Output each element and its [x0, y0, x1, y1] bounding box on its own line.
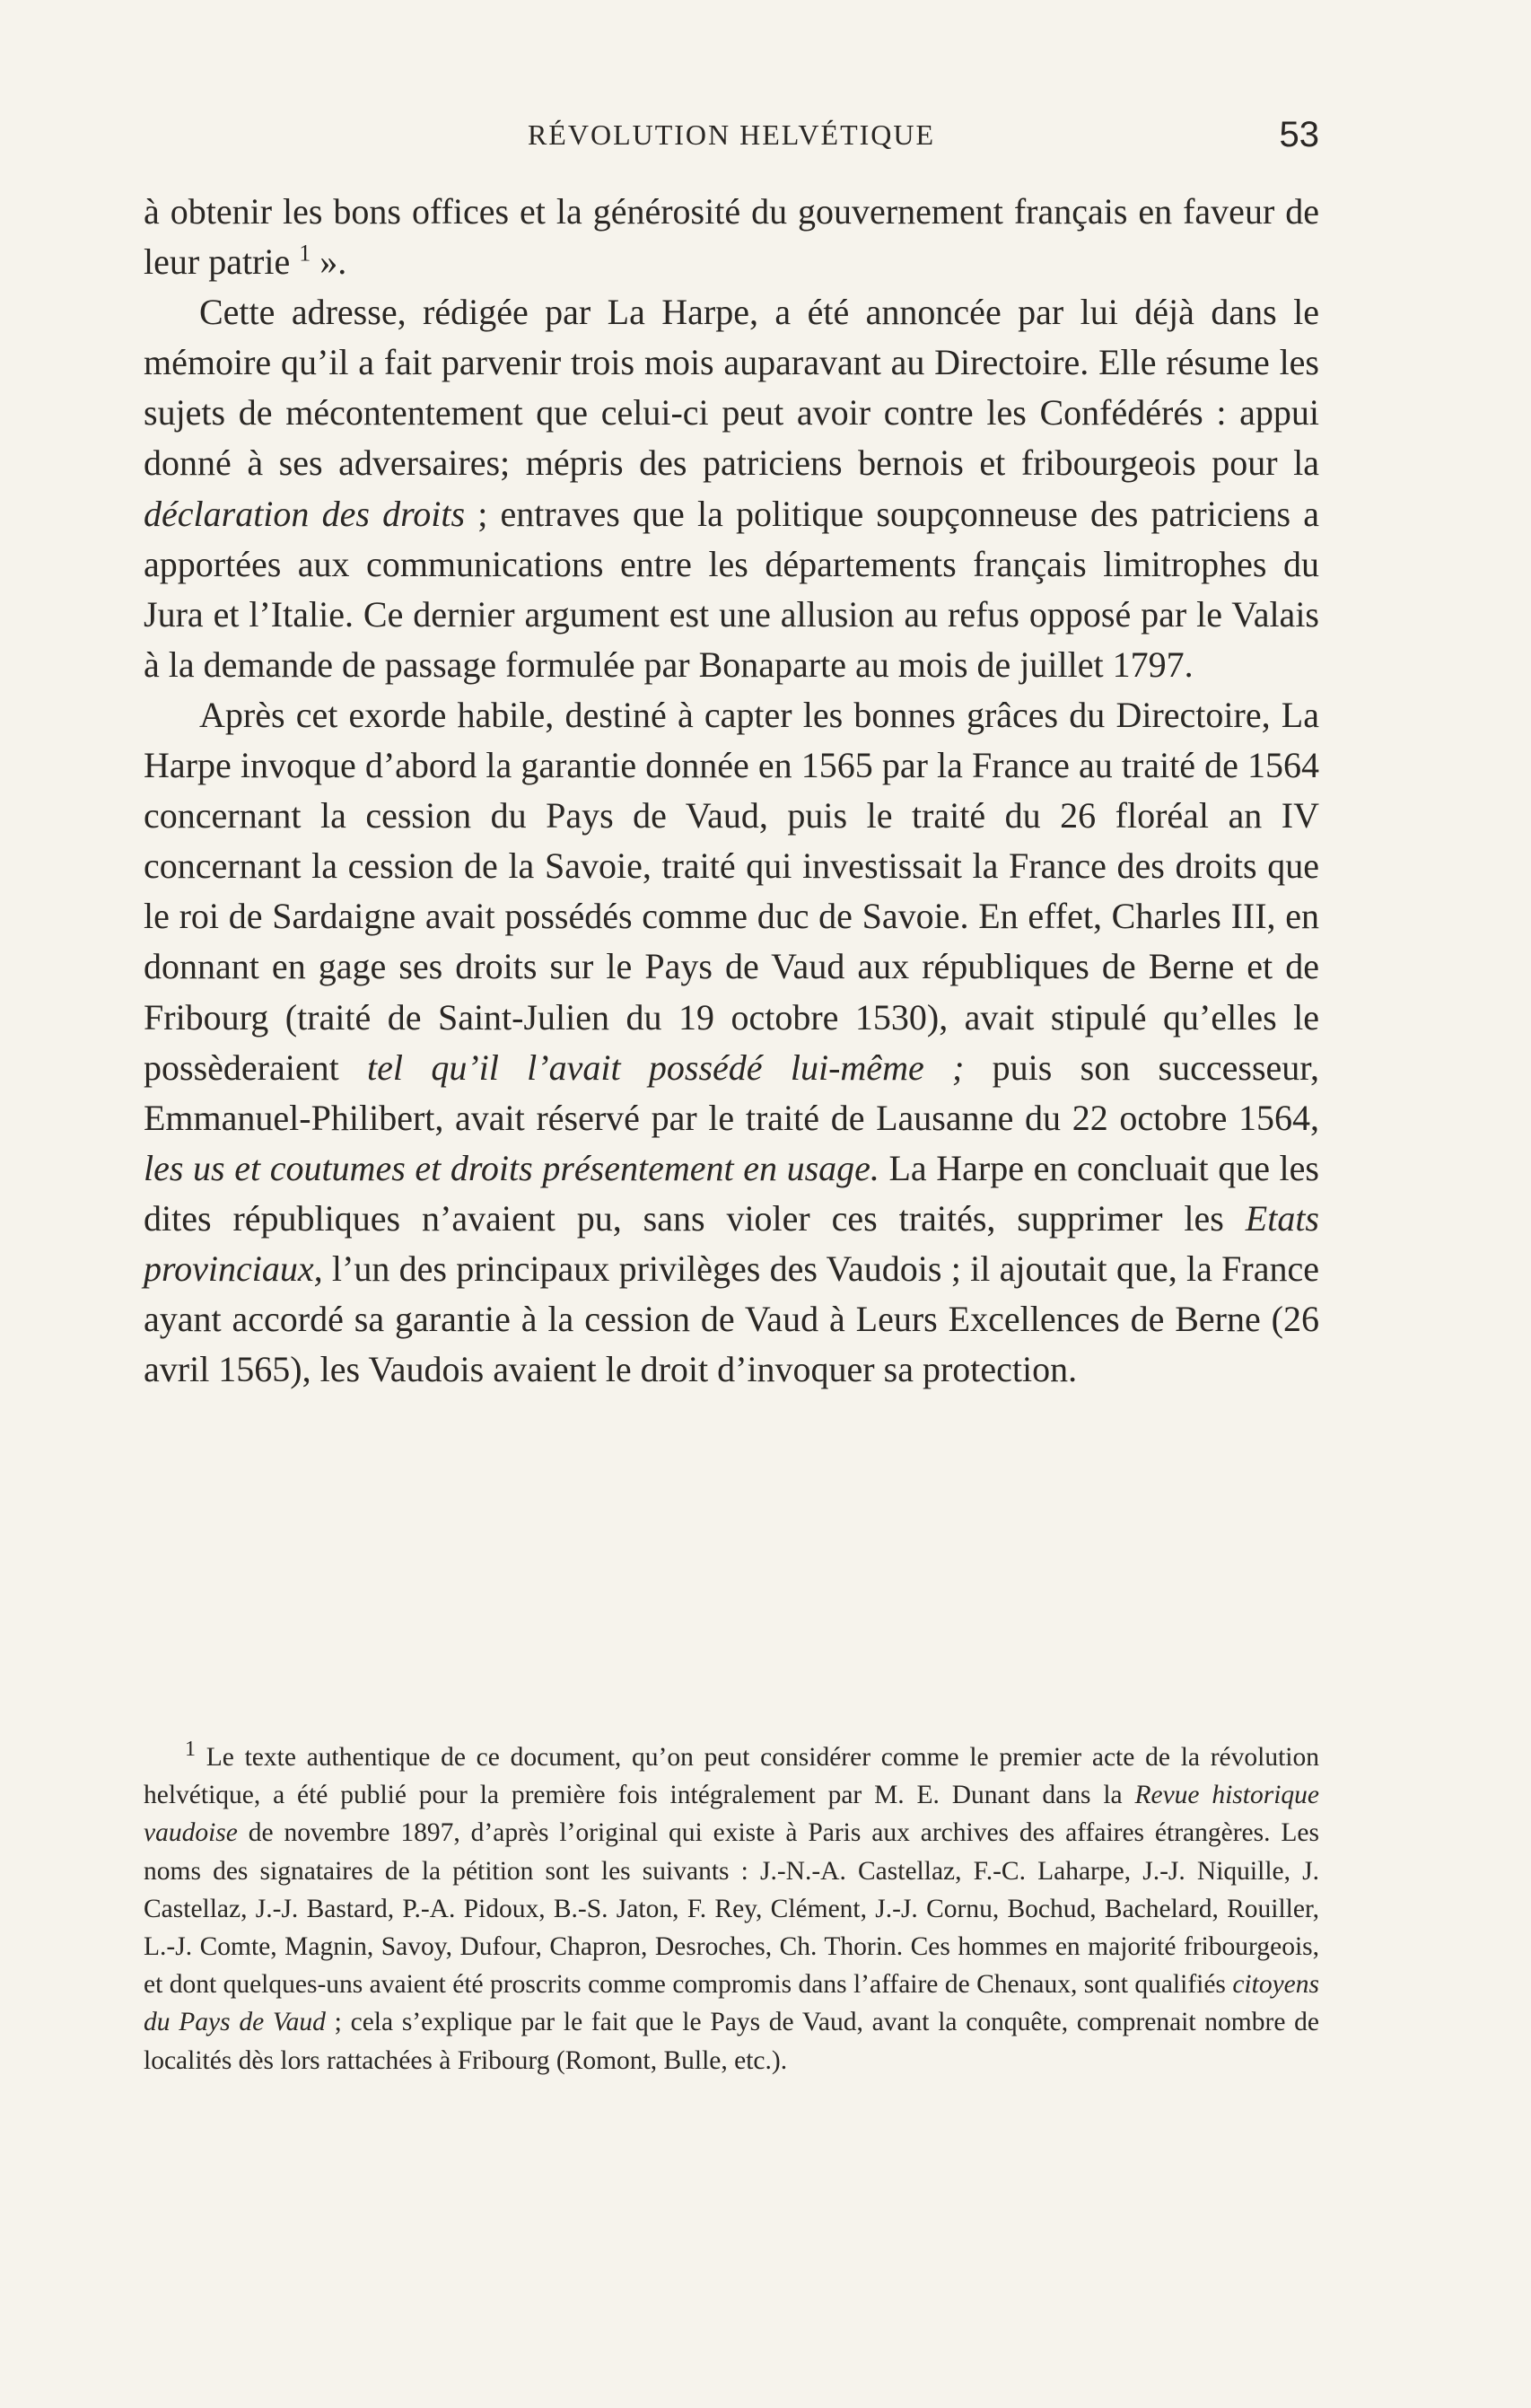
footnote-italic-2: citoyens du Pays de Vaud — [144, 1970, 1319, 2037]
paragraph-2 — [144, 287, 1319, 690]
paragraph-3 — [144, 690, 1319, 1395]
page-header — [144, 115, 1319, 160]
main-text — [144, 187, 1319, 1395]
paragraph-2-italic: déclaration des droits — [144, 493, 466, 534]
paragraph-1-close: ». — [311, 241, 347, 283]
paragraph-3-part-b: puis son successeur, Emmanuel-Philibert, avait réservé par le traité de Lausanne du 22 octobre 1564, — [144, 1046, 1319, 1138]
paragraph-3-italic-3: Etats provinciaux, — [144, 1197, 1319, 1289]
footnote-1 — [144, 1738, 1319, 2080]
paragraph-1-text: à obtenir les bons offices et la générosité du gouvernement français en faveur de leur patrie — [144, 191, 1319, 283]
footnote-italic-1: Revue historique vaudoise — [144, 1781, 1319, 1848]
running-title: RÉVOLUTION HELVÉTIQUE — [527, 118, 936, 151]
footnote-part-b: de novembre 1897, d’après l’original qui existe à Paris aux archives des affaires étrangères. Les noms des signataires de la pétition sont les suivants : J.-N.-A. Castellaz, F.-C. Laharpe, J.-J. Niquille, J. Castellaz, J.-J. Bastard, P.-A. Pidoux, B.-S. Jaton, F. Rey, Clément, J.-J. Cornu, Bochud, Bachelard, Rouiller, L.-J. Comte, Magnin, Savoy, Dufour, Chapron, Desroches, Ch. Thorin. Ces hommes en majorité fribourgeois, et dont quelques-uns avaient été proscrits comme compromis dans l’affaire de Chenaux, sont qualifiés — [144, 1818, 1319, 2000]
paragraph-2-text: Cette adresse, rédigée par La Harpe, a été annoncée par lui déjà dans le mémoire qu’il a fait parvenir trois mois auparavant au Directoire. Elle résume les sujets de mécontentement que celui-ci peut avoir contre les Confédérés : appui donné à ses adversaires; mépris des patriciens bernois et fribourgeois pour la — [144, 292, 1319, 484]
footnote-mark: 1 — [185, 1738, 196, 1762]
footnote-reference: 1 — [299, 240, 311, 267]
paragraph-3-part-c: La Harpe en concluait que les dites républiques n’avaient pu, sans violer ces traités, supprimer les — [144, 1147, 1319, 1239]
paragraph-3-part-a: Après cet exorde habile, destiné à capter les bonnes grâces du Directoire, La Harpe invoque d’abord la garantie donnée en 1565 par la France au traité de 1564 concernant la cession du Pays de Vaud, puis le traité du 26 floréal an IV concernant la cession de la Savoie, traité qui investissait la France des droits que le roi de Sardaigne avait possédés comme duc de Savoie. En effet, Charles III, en donnant en gage ses droits sur le Pays de Vaud aux républiques de Berne et de Fribourg (traité de Saint-Julien du 19 octobre 1530), avait stipulé qu’elles le possèderaient — [144, 694, 1319, 1088]
footnote-area — [144, 1738, 1319, 2080]
footnote-part-c: ; cela s’explique par le fait que le Pays de Vaud, avant la conquête, comprenait nombre de localités dès lors rattachées à Fribourg (Romont, Bulle, etc.). — [144, 2008, 1320, 2075]
paragraph-2-end: ; entraves que la politique soupçonneuse des patriciens a apportées aux communications entre les départements français limitrophes du Jura et l’Italie. Ce dernier argument est une allusion au refus opposé par le Valais à la demande de passage formulée par Bonaparte au mois de juillet 1797. — [144, 493, 1319, 685]
paragraph-3-part-d: l’un des principaux privilèges des Vaudois ; il ajoutait que, la France ayant accordé sa garantie à la cession de Vaud à Leurs Excellences de Berne (26 avril 1565), les Vaudois avaient le droit d’invoquer sa protection. — [144, 1248, 1319, 1390]
footnote-part-a: Le texte authentique de ce document, qu’on peut considérer comme le premier acte de la révolution helvétique, a été publié pour la première fois intégralement par M. E. Dunant dans la — [144, 1743, 1319, 1810]
page-number: 53 — [1279, 115, 1319, 154]
paragraph-3-italic-2: les us et coutumes et droits présentement en usage. — [144, 1147, 879, 1188]
paragraph-3-italic-1: tel qu’il l’avait possédé lui-même ; — [367, 1046, 965, 1088]
paragraph-1 — [144, 187, 1319, 287]
